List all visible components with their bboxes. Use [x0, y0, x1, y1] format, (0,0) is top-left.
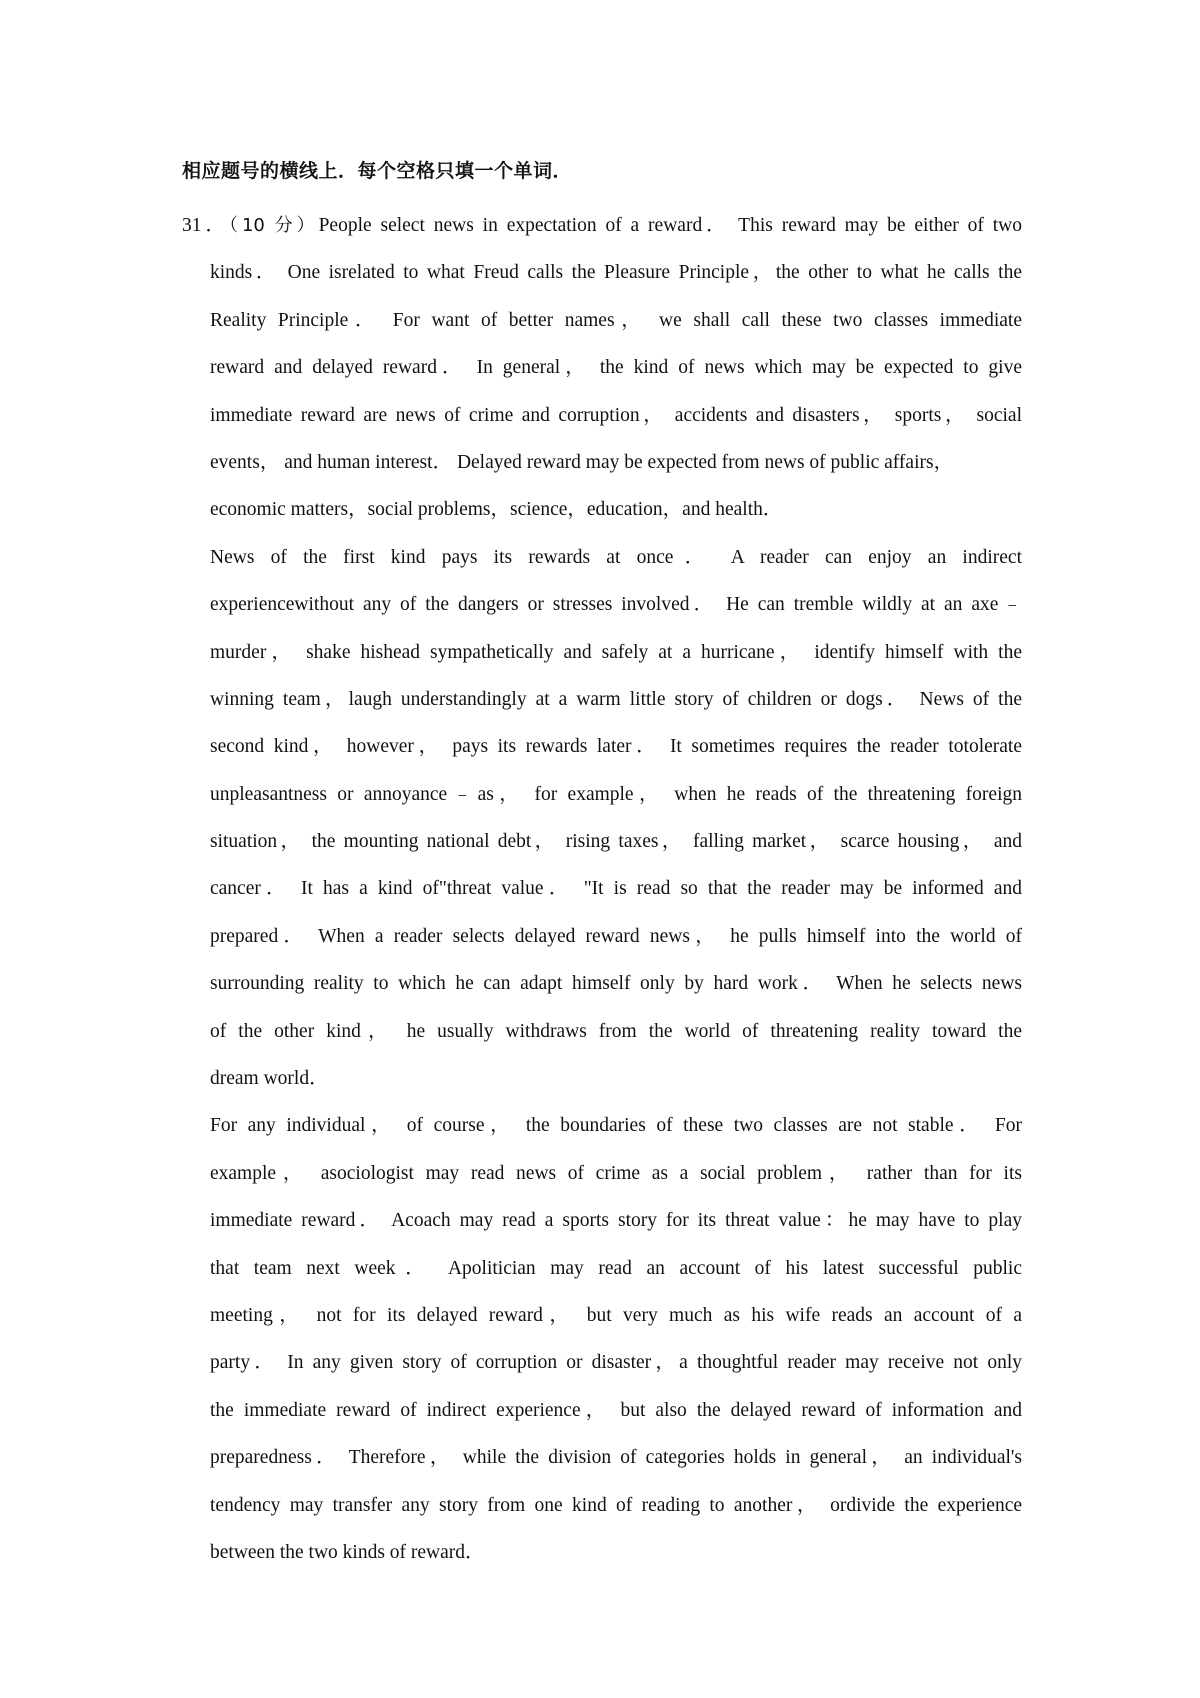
passage-line: second kind， however， pays its rewards later． It sometimes requires the reader totolerate: [210, 736, 1022, 758]
question-number: 31．: [182, 215, 229, 236]
passage-line: News of the first kind pays its rewards at once． A reader can enjoy an indirect: [210, 546, 1022, 568]
passage-line: that team next week． Apolitician may read an account of his latest successful public: [210, 1257, 1022, 1279]
passage-line: example， asociologist may read news of crime as a social problem， rather than for its: [210, 1162, 1022, 1184]
passage-line: preparedness． Therefore， while the division of categories holds in general， an individual's: [210, 1447, 1022, 1469]
passage-line: party． In any given story of corruption or disaster，a thoughtful reader may receive not only: [210, 1352, 1022, 1374]
passage-line: cancer． It has a kind of"threat value． "It is read so that the reader may be informed and: [210, 878, 1022, 900]
passage-line: between the two kinds of reward．: [210, 1541, 485, 1563]
passage-line: unpleasantness or annoyance﹣as， for example， when he reads of the threatening foreign: [210, 783, 1022, 805]
passage-line: prepared． When a reader selects delayed reward news， he pulls himself into the world of: [210, 925, 1022, 947]
passage-body: [182, 249, 1022, 1576]
passage-line: immediate reward． Acoach may read a sports story for its threat value：he may have to play: [210, 1210, 1022, 1232]
passage-line: murder， shake hishead sympathetically and safely at a hurricane， identify himself with the: [210, 641, 1022, 663]
passage-line: meeting， not for its delayed reward， but very much as his wife reads an account of a: [210, 1304, 1022, 1326]
passage-line: events， and human interest． Delayed reward may be expected from news of public affairs，: [210, 451, 954, 473]
passage-line: surrounding reality to which he can adapt himself only by hard work． When he selects news: [210, 973, 1022, 995]
passage-line: For any individual， of course， the boundaries of these two classes are not stable． For: [210, 1115, 1022, 1137]
passage-line: immediate reward are news of crime and corruption， accidents and disasters， sports， social: [210, 404, 1022, 426]
passage-line: dream world．: [210, 1068, 329, 1090]
question-score: （10 分）: [228, 215, 319, 236]
question-first-line: [182, 202, 1022, 249]
passage-line: winning team，laugh understandingly at a warm little story of children or dogs． News of the: [210, 688, 1022, 710]
passage-line: reward and delayed reward． In general， the kind of news which may be expected to give: [210, 357, 1022, 379]
passage-line: the immediate reward of indirect experience， but also the delayed reward of information and: [210, 1399, 1022, 1421]
passage-line: experiencewithout any of the dangers or stresses involved． He can tremble wildly at an axe﹣: [210, 594, 1022, 616]
question-first-line-text: People select news in expectation of a reward． This reward may be either of two: [318, 215, 1022, 236]
section-instruction: 相应题号的横线上．每个空格只填一个单词．: [182, 160, 573, 182]
passage-line: tendency may transfer any story from one kind of reading to another， ordivide the experience: [210, 1494, 1022, 1516]
passage-line: of the other kind， he usually withdraws from the world of threatening reality toward the: [210, 1020, 1022, 1042]
passage-line: Reality Principle． For want of better names， we shall call these two classes immediate: [210, 309, 1022, 331]
passage-line: economic matters，social problems，science，education，and health．: [210, 499, 783, 521]
passage-line: situation， the mounting national debt， rising taxes， falling market， scarce housing， and: [210, 831, 1022, 853]
question-31: [182, 202, 1022, 1576]
passage-line: kinds． One isrelated to what Freud calls the Pleasure Principle，the other to what he calls the: [210, 262, 1022, 284]
